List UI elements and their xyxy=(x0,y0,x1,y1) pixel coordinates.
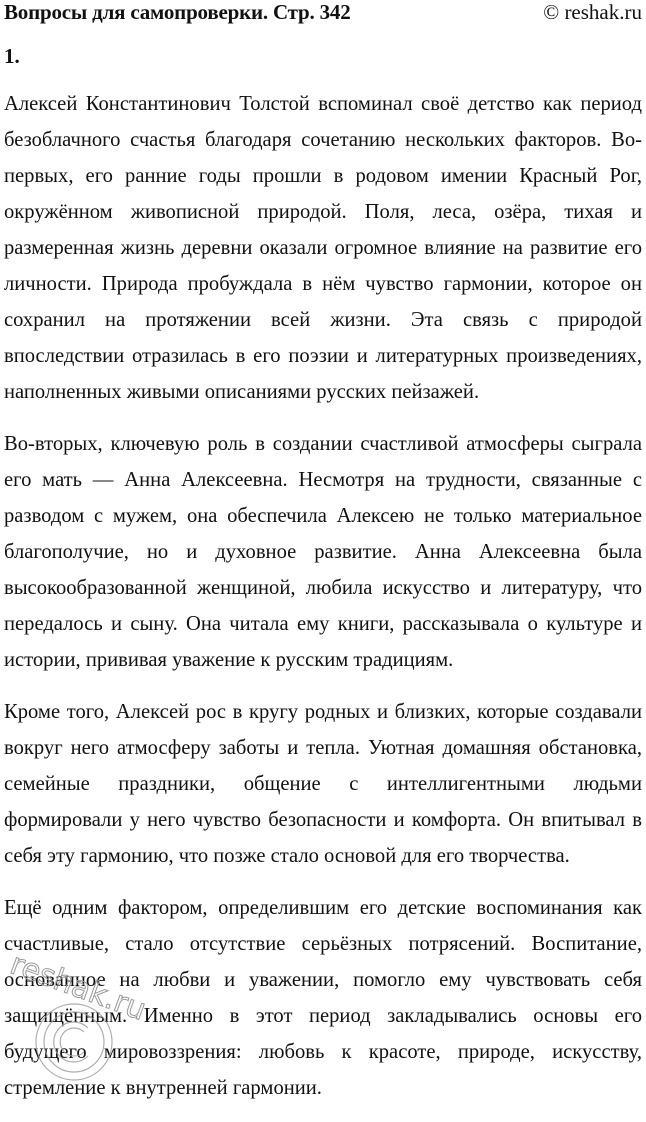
source-credit: © reshak.ru xyxy=(543,0,642,24)
answer-paragraph-3: Кроме того, Алексей рос в кругу родных и близких, которые создавали вокруг него атмосферу заботы и тепла. Уютная домашняя обстановка, семейные праздники, общение с интеллигентными людьми формировали у него чувство безопасности и комфорта. Он впитывал в себя эту гармонию, что позже стало основой для его творчества. xyxy=(4,701,642,867)
answer-body xyxy=(4,86,642,1122)
answer-paragraph-1: Алексей Константинович Толстой вспоминал своё детство как период безоблачного счастья благодаря сочетанию нескольких факторов. Во-первых, его ранние годы прошли в родовом имении Красный Рог, окружённом живописной природой. Поля, леса, озёра, тихая и размеренная жизнь деревни оказали огромное влияние на развитие его личности. Природа пробуждала в нём чувство гармонии, которое он сохранил на протяжении всей жизни. Эта связь с природой впоследствии отразилась в его поэзии и литературных произведениях, наполненных живыми описаниями русских пейзажей. xyxy=(4,93,642,403)
question-number: 1. xyxy=(4,44,20,68)
watermark-text: reshak.ru xyxy=(8,950,151,1028)
answer-paragraph-4: Ещё одним фактором, определившим его детские воспоминания как счастливые, стало отсутствие серьёзных потрясений. Воспитание, основанное на любви и уважении, помогло ему чувствовать себя защищённым. Именно в этот период закладывались основы его будущего мировоззрения: любовь к красоте, природе, искусству, стремление к внутренней гармонии. xyxy=(4,897,642,1099)
page-header xyxy=(4,0,642,26)
answer-paragraph-2: Во-вторых, ключевую роль в создании счастливой атмосферы сыграла его мать — Анна Алексеевна. Несмотря на трудности, связанные с разводом с мужем, она обеспечила Алексею не только материальное благополучие, но и духовное развитие. Анна Алексеевна была высокообразованной женщиной, любила искусство и литературу, что передалось и сыну. Она читала ему книги, рассказывала о культуре и истории, прививая уважение к русским традициям. xyxy=(4,433,642,671)
page-title: Вопросы для самопроверки. Стр. 342 xyxy=(4,0,351,24)
